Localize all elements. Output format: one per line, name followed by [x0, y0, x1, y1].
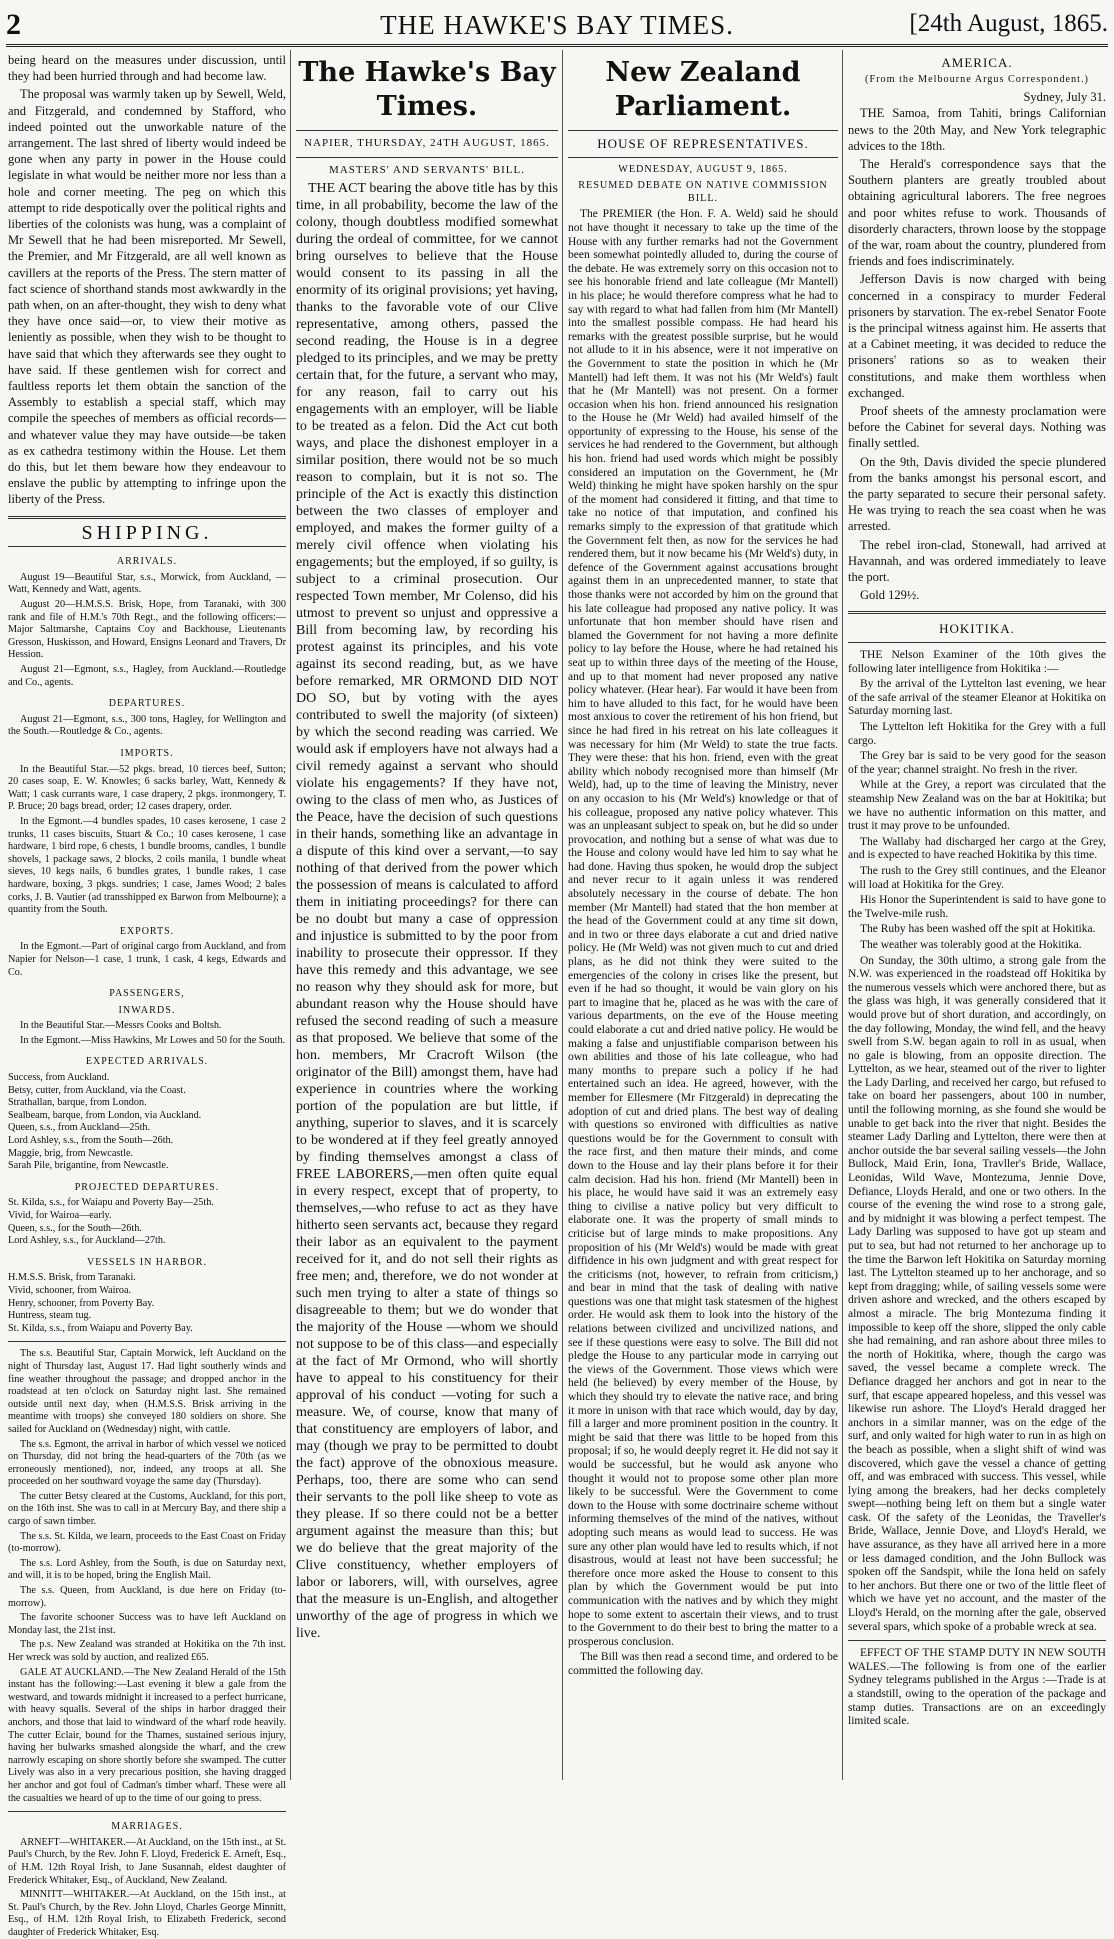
news-paragraph: The favorite schooner Success was to have left Auckland on Monday last, the 21st inst. [8, 1612, 286, 1636]
article-paragraph: On the 9th, Davis divided the specie plundered from the banks amongst his personal escort, and the party separated to secure their personal safety. He was trying to reach the sea coast when he was arrested. [848, 454, 1106, 534]
column-1 [8, 52, 286, 1938]
article-paragraph: THE Samoa, from Tahiti, brings Californian news to the 20th May, and New York telegraphic advices to the 18th. [848, 106, 1106, 153]
article-paragraph: THE ACT bearing the above title has by this time, in all probability, become the law of the colony, though doubtless modified somewhat during the ordeal of committee, for we cannot bring ourselves to believe that the House would consent to its passing in all the enormity of its original provisions; yet having, thanks to the favorable vote of our Clive representative, among others, passed the second reading, the House is in a degree pledged to its principles, and we may be pretty certain that, for the future, a servant who may, for any reason, fail to carry out his engagements with an employer, will be liable to be treated as a felon. Did the Act cut both ways, and place the dishonest employer in a similar position, there would not be so much reason to complain, but it is not so. The principle of the Act is exactly this distinction between the two classes of employer and employed, and makes the former guilty of a merely civil offence when violating his engagements; but the employed, if so guilty, is subject to a criminal prosecution. Our respected Town member, Mr Colenso, did his utmost to prevent so unjust and oppressive a Bill from becoming law, by recording his protest against its principles, and his vote against its second reading, but, as we have before remarked, MR ORMOND DID NOT DO SO, but by voting with the ayes contributed to swell the majority (of sixteen) by which the second reading was carried. We would ask if employers have not always had a civil remedy against a servant who should violate his engagements? If they have not, owing to the class of men who, as Justices of the Peace, have the decision of such questions in their hands, something like an advantage in a dispute of this kind over a servant,—to say nothing of that derived from the power which the possession of means is calculated to afford them in initiating proceedings? for there can be no doubt but many a case of oppression and injustice is submitted to by the poor from inability to prosecute their oppressor. If they have this remedy and this advantage, we see no reason why they should ask for more, but abundant reason why the House should have refused the second reading of such a measure as that proposed. We believe that some of the hon. members, Mr Cracroft Wilson (the originator of the Bill) amongst them, have had experience in countries where the working portion of the population are but little, if anything, superior to slaves, and it is scarcely to be wondered at if they feel greatly annoyed by finding themselves amongst a class of FREE LABORERS,—men often quite equal in every respect, except that of property, to themselves,—who refuse to act as they have hitherto seen servants act, because they regard their labor as an equivalent to the payment received for it, and do not sell their rights as free men; and, therefore, we do not wonder at such men trying to alter a state of things so disagreeable to them; but we do wonder that the majority of the House —whom we should not suppose to be of this class—and especially at the fact of Mr Ormond, who will shortly have to appeal to his constituency for their approval of his conduct —voting for such a measure. We, of course, know that many of that constituency are employers of labor, and may (though we pray to be permitted to doubt the fact) approve of the obnoxious measure. Perhaps, too, there are some who can send their servants to the poll like sheep to vote as they please. If so there could not be a better argument against the measure than this; but we do believe that the great majority of the Clive constituency, whether employers of labor or laborers, will, with ourselves, agree that the measure is un-English, and altogether unworthy of the age of progress in which we live. [296, 181, 558, 1642]
projected-departures-list [8, 1197, 286, 1247]
article-paragraph: By the arrival of the Lyttelton last evening, we hear of the safe arrival of the steamer Eleanor at Hokitika on Saturday morning last. [848, 678, 1106, 718]
editorial-nameplate: The Hawke's Bay Times. [298, 57, 556, 122]
parliament-nameplate: New Zealand Parliament. [605, 57, 801, 122]
page-number: 2 [6, 8, 21, 41]
article-paragraph: His Honor the Superintendent is said to have gone to the Twelve-mile rush. [848, 894, 1106, 920]
article-paragraph: On Sunday, the 30th ultimo, a strong gale from the N.W. was experienced in the roadstead off Hokitika by the numerous vessels which were anchored there, but as the glass was high, it was generally considered that it would prove but of short duration, and accordingly, on the day following, Monday, the wind fell, and the heavy swell from S.W. began again to roll in as usual, when no gale is blowing, from an opposite direction. The Lyttelton, as we hear, steamed out of the river to lighter the Lady Darling, and received her cargo, but refused to take on board her passengers, about 100 in number, until the following morning, as she found she would be unable to get back into the river that night. Besides the steamer Lady Darling and Lyttelton, there were then at anchor outside the bar several sailing vessels—the John Bullock, Maid Erin, Iona, Travller's Bride, Wallace, Leonidas, Wild Wave, Montezuma, Jennie Dove, Defiance, Lloyds Herald, and one or two others. In the course of the evening the wind rose to a strong gale, and by midnight it was blowing a perfect tempest. The Lady Darling was supposed to have got up steam and put to sea, but had not returned to her anchorage up to the time the Barwon left Hokitika on Saturday morning last. The Lyttelton steamed up to her anchorage, and so kept from dragging; while, of sailing vessels some were driven ashore and wrecked, and the others escaped by almost a miracle. The brig Montezuma finding it impossible to keep off the shore, slipped the only cable she had remaining, and ran ashore about three miles to the north of Hokitika, where, though the cargo was saved, the vessel became a complete wreck. The Defiance dragged her anchors and got in near to the surf, that escape appeared hopeless, and this vessel was likewise run ashore. The Lloyd's Herald dragged her anchors in a similar manner, was on the edge of the surf, and only waited for high water to run in as high on the beach as possible, when a slight shift of wind was discovered, which gave the vessel a chance of getting off, and was embraced with success. This vessel, while lying among the breakers, had her decks completely swept—nothing being left on them but a single water cask. Of the safety of the Leonidas, the Traveller's Bride, Wallace, Jennie Dove, and Lloyd's Herald, we have assurance, as they have all arrived here in a more or less damaged condition, and the John Bullock was spoken off the Sandspit, while the Iona held on safely to her anchors. But there one or two of the little fleet of which we have yet no account, and the master of the Lloyd's Herald, on the morning after the gale, observed several spars, which spoke of a probable wreck at sea. [848, 954, 1106, 1633]
column-4 [848, 52, 1106, 1780]
list-item: Sarah Pile, brigantine, from Newcastle. [8, 1160, 169, 1172]
list-item: Queen, s.s., from Auckland—25th. [8, 1122, 151, 1134]
list-item: H.M.S.S. Brisk, from Taranaki. [8, 1272, 136, 1284]
section-rule [848, 611, 1106, 614]
section-rule [848, 1640, 1106, 1641]
section-rule [8, 546, 286, 547]
imports-heading: IMPORTS. [120, 748, 174, 759]
article-paragraph: The Bill was then read a second time, and ordered to be committed the following day. [568, 1651, 838, 1677]
list-item: August 19—Beautiful Star, s.s., Morwick, from Auckland, —Watt, Kennedy and Watt, agents. [8, 571, 286, 596]
news-paragraph: The s.s. Beautiful Star, Captain Morwick, left Auckland on the night of Thursday last, August 17. Had light southerly winds and fine weather throughout the passage; and dropped anchor in the roadstead at ten o'clock on Saturday night last. She remained outside until next day, when (H.M.S.S. Brisk arriving in the meantime with troops) she conveyed 180 soldiers on shore. She sailed for Auckland on (Wednesday) night, with cattle. [8, 1348, 286, 1435]
section-rule [568, 130, 838, 131]
news-paragraph: The p.s. New Zealand was stranded at Hokitika on the 7th inst. Her wreck was sold by auction, and realized £65. [8, 1639, 286, 1663]
america-heading: AMERICA. [941, 55, 1013, 70]
list-item: Success, from Auckland. [8, 1072, 110, 1084]
list-item: Vivid, for Wairoa—early. [8, 1210, 112, 1221]
article-paragraph: The rebel iron-clad, Stonewall, had arrived at Havannah, and was ordered immediately to leave the port. [848, 537, 1106, 585]
list-item: Maggie, brig, from Newcastle. [8, 1147, 134, 1159]
list-item: St. Kilda, s.s., from Waiapu and Poverty Bay. [8, 1322, 193, 1334]
list-item: Henry, schooner, from Poverty Bay. [8, 1297, 155, 1309]
america-article [848, 105, 1106, 603]
news-paragraph: The s.s. St. Kilda, we learn, proceeds to the East Coast on Friday (to-morrow). [8, 1530, 286, 1555]
list-item: August 20—H.M.S.S. Brisk, Hope, from Taranaki, with 300 rank and file of H.M.'s 70th Regt., and the following officers:—Major Saltmarshe, Captains Coy and Backhouse, Lieutenants Gresson, Huskisson, and Howard, Ensigns Leonard and Travers, Dr Hession. [8, 599, 286, 661]
list-item: In the Beautiful Star.—52 pkgs. bread, 10 tierces beef, Sutton; 20 cases soap, E. W. Knowles; 6 sacks barley, Watt, Kennedy & Watt; 1 cask currants ware, 1 case drapery, 2 pkgs. ironmongery, T. P. Bruce; 20 bags bread, order; 12 cases drapery, order. [8, 763, 286, 813]
hokitika-heading: HOKITIKA. [939, 621, 1015, 637]
exports-heading: EXPORTS. [119, 925, 175, 937]
hokitika-article [848, 649, 1106, 1634]
news-paragraph: The s.s. Queen, from Auckland, is due here on Friday (to-morrow). [8, 1585, 286, 1609]
departures-heading: DEPARTURES. [108, 698, 186, 710]
article-paragraph: being heard on the measures under discussion, until they had been hurried through and had become law. [8, 53, 286, 84]
masthead-rule [6, 44, 1108, 47]
column-rule [290, 50, 291, 1780]
article-paragraph: The rush to the Grey still continues, and the Eleanor will load at Hokitika for the Grey. [848, 864, 1106, 891]
arrivals-list [8, 572, 286, 689]
article-paragraph: The Herald's correspondence says that the Southern planters are greatly troubled about obtaining agricultural laborers. The free negroes and poor whites refuse to work. Thousands of disorderly characters, thrown loose by the stoppage of the war, roam about the country, plundered from friends and foes indiscriminately. [848, 157, 1106, 269]
marriages-list [8, 1837, 286, 1939]
expected-arrivals-list [8, 1072, 286, 1173]
editorial-dateline: NAPIER, THURSDAY, 24TH AUGUST, 1865. [304, 137, 550, 149]
list-item: In the Egmont.—Miss Hawkins, Mr Lowes and 50 for the South. [20, 1034, 286, 1046]
article-heading: MASTERS' AND SERVANTS' BILL. [329, 163, 525, 176]
list-item: Strathallan, barque, from London. [8, 1097, 147, 1109]
column-rule [842, 50, 843, 1780]
news-paragraph: The s.s. Egmont, the arrival in harbor of which vessel we noticed on Thursday, did not bring the head-quarters of the 70th (as we erroneously mentioned), nor, indeed, any troops at all. She proceeded on her southward voyage the same day (Thursday). [8, 1438, 286, 1488]
article-paragraph: The Ruby has been washed off the spit at Hokitika. [860, 923, 1096, 936]
marriages-heading: MARRIAGES. [111, 1821, 183, 1833]
column-rule [562, 50, 563, 1780]
column-3 [568, 52, 838, 1780]
article-paragraph: Proof sheets of the amnesty proclamation were before the Cabinet for several days. Nothing was finally settled. [848, 404, 1106, 451]
list-item: August 21—Egmont, s.s., 300 tons, Hagley, for Wellington and the South.—Routledge & Co., agents. [8, 713, 286, 738]
article-paragraph: THE Nelson Examiner of the 10th gives the following later intelligence from Hokitika :— [848, 649, 1106, 675]
list-item: In the Egmont.—Part of original cargo from Auckland, and from Napier for Nelson—1 case, 1 trunk, 1 cask, 4 kegs, Edwards and Co. [8, 941, 286, 978]
masthead [6, 4, 1108, 44]
arrivals-heading: ARRIVALS. [116, 556, 178, 568]
article-paragraph: The Wallaby had discharged her cargo at the Grey, and is expected to have reached Hokitika by this time. [848, 835, 1106, 862]
list-item: Betsy, cutter, from Auckland, via the Coast. [8, 1084, 186, 1096]
article-paragraph: The Lyttelton left Hokitika for the Grey with a full cargo. [848, 721, 1106, 747]
section-rule [8, 1341, 286, 1342]
list-item: In the Egmont.—4 bundles spades, 10 cases kerosene, 1 case 2 trunks, 11 cases biscuits, Stuart & Co.; 10 cases kerosene, 1 case hardware, 1 bird rope, 6 chests, 1 bundle brooms, candles, 1 bundle shovels, 1 package saws, 2 blocks, 2 coils manila, 1 bundle wheat sieves, 10 kegs nails, 6 bundles grates, 1 bundle rakes, 1 case hardware, boxing, 3 pkgs. sundries; 1 case, James Wood; 2 bales corks, J. B. Vautier (ad transshipped ex Barwon from Melbourne); a quantity from the South. [8, 815, 286, 916]
expected-arrivals-heading: EXPECTED ARRIVALS. [85, 1056, 209, 1068]
article-paragraph: Gold 129½. [860, 588, 920, 603]
newspaper-title: THE HAWKE'S BAY TIMES. [380, 10, 734, 40]
section-rule [296, 157, 558, 158]
article-paragraph: The weather was tolerably good at the Hokitika. [860, 938, 1082, 951]
section-rule [568, 157, 838, 158]
section-rule [296, 130, 558, 131]
list-item: ARNEFT—WHITAKER.—At Auckland, on the 15th inst., at St. Paul's Church, by the Rev. John F. Lloyd, Frederick E. Arneft, Esq., of H.M. 12th Royal Irish, to Jane Susannah, eldest daughter of Frederick Whitaker, Esq., of Auckland, New Zealand. [8, 1836, 286, 1886]
list-item: St. Kilda, s.s., for Waiapu and Poverty Bay—25th. [8, 1197, 214, 1209]
list-item: Lord Ashley, s.s., from the South—26th. [8, 1135, 174, 1147]
article-paragraph: While at the Grey, a report was circulated that the steamship New Zealand was on the bar at Hokitika; but we have no authentic information on this matter, and trust it may prove to be unfounded. [848, 779, 1106, 833]
section-rule [848, 642, 1106, 643]
america-dateline: Sydney, July 31. [1023, 90, 1106, 105]
news-paragraph: The s.s. Lord Ashley, from the South, is due on Saturday next, and will, it is to be hoped, bring the English Mail. [8, 1557, 286, 1582]
article-paragraph: The proposal was warmly taken up by Sewell, Weld, and Fitzgerald, and condemned by Stafford, who indeed pointed out the unworkable nature of the arrangement. The last shred of liberty would indeed be gone when any party in power in the House could legislate in what would be neither more nor less than a hole and corner meeting. The peg on which this attempt to ride despotically over the political rights and liberties of the colonists was hung, was a complaint of Mr Sewell that he had been misreported. Mr Sewell, the Premier, and Mr Fitzgerald, are all well known as cavillers at the reports of the Press. The stern matter of fact science of shorthand stands most awkwardly in the path when, on an after-thought, they wish to deny what they have once said—or, to view their motive as leniently as possible, when they wish to be thought to have said that which they afterwards see they ought to have said. If these gentlemen wish for correct and faultless reports let them obtain the sanction of the Assembly to establish a special staff, which may compile the speeches of members as official records—and whatever value they may have outside—be taken as ex cathedra testimony within the House. Let them do this, but let them beware how they endeavour to enslave the public by attempting to infringe upon the liberty of the Press. [8, 87, 286, 507]
list-item: In the Beautiful Star.—Messrs Cooks and Boltsh. [20, 1020, 222, 1032]
vessels-in-harbor-heading: VESSELS IN HARBOR. [87, 1256, 207, 1268]
article-paragraph: The Grey bar is said to be very good for the season of the year; channel straight. No fresh in the river. [848, 750, 1106, 776]
section-rule [8, 516, 286, 519]
passengers-heading: PASSENGERS, [109, 988, 185, 1000]
shipping-heading: SHIPPING. [81, 521, 213, 544]
shipping-news [8, 1348, 286, 1805]
news-paragraph: GALE AT AUCKLAND.—The New Zealand Herald of the 15th instant has the following:—Last evening it blew a gale from the westward, and towards midnight it increased to a perfect hurricane, with heavy squalls. Several of the ships in harbor dragged their anchors, and those that laid to windward of the wharf rode heavily. The cutter Eclair, bound for the Thames, sustained serious injury, having her bulwarks smashed alongside the wharf, and the crew narrowly escaping on shore shortly before she swamped. The cutter Lively was also in a very precarious position, she having dragged her anchor and got foul of Cadman's timber wharf. These were all the casualties we heard of up to the time of our going to press. [8, 1666, 286, 1804]
list-item: August 21—Egmont, s.s., Hagley, from Auckland.—Routledge and Co., agents. [8, 664, 286, 688]
list-item: Vivid, schooner, from Wairoa. [8, 1284, 132, 1296]
list-item: Sealbeam, barque, from London, via Auckland. [8, 1109, 202, 1121]
issue-date: [24th August, 1865. [909, 10, 1108, 37]
projected-departures-heading: PROJECTED DEPARTURES. [74, 1181, 220, 1193]
debate-heading: RESUMED DEBATE ON NATIVE COMMISSION BILL. [578, 180, 828, 204]
column-2 [296, 52, 558, 1780]
stamp-duty-paragraph: EFFECT OF THE STAMP DUTY IN NEW SOUTH WALES.—The following is from one of the earlier Sydney telegrams published in the Argus :—Trade is at a standstill, owing to the operation of the package and stamp duties. Transactions are on an exceedingly limited scale. [848, 1647, 1106, 1728]
article-paragraph: Jefferson Davis is now charged with being concerned in a conspiracy to murder Federal prisoners by starvation. The ex-rebel Senator Foote is the principal witness against him. He asserts that at a Cabinet meeting, it was decided to reduce the prisoners' rations so as to weaken their constitutions, and make them worthless when exchanged. [848, 272, 1106, 400]
vessels-in-harbor-list [8, 1272, 286, 1335]
america-source: (From the Melbourne Argus Correspondent.) [865, 73, 1089, 85]
parliament-dateline: WEDNESDAY, AUGUST 9, 1865. [618, 163, 788, 175]
section-rule [8, 1811, 286, 1812]
house-heading: HOUSE OF REPRESENTATIVES. [597, 136, 809, 151]
list-item: Queen, s.s., for the South—26th. [8, 1222, 142, 1234]
list-item: MINNITT—WHITAKER.—At Auckland, on the 15th inst., at St. Paul's Church, by the Rev. John Lloyd, Charles George Minnitt, Esq., of H.M. 12th Royal Irish, to Elizabeth Frederick, second daughter of Frederick Whitaker, Esq. [8, 1889, 286, 1938]
list-item: Lord Ashley, s.s., for Auckland—27th. [8, 1235, 166, 1247]
passengers-subheading: INWARDS. [118, 1004, 176, 1016]
news-paragraph: The cutter Betsy cleared at the Customs, Auckland, for this port, on the 16th inst. She was to call in at Mercury Bay, and there ship a cargo of sawn timber. [8, 1490, 286, 1528]
article-paragraph: The PREMIER (the Hon. F. A. Weld) said he should not have thought it necessary to take up the time of the House with any further remarks had not the Government been somewhat pointedly alluded to, during the course of the debate. He was extremely sorry on this occasion not to see his honorable friend and late colleague (Mr Mantell) in his place; he would therefore compress what he had to say with regard to what had fallen from him (Mr Mantell) into the smallest possible compass. He had heard his remarks with the greatest possible surprise, but he would not allude to it in his absence, were it not imperative on the Government to state the position in which he (Mr Mantell) had left them. It was not his (Mr Weld's) fault that he (Mr Mantell) was not present. On a former occasion when his hon. friend announced his resignation to the House he (Mr Weld) had availed himself of the opportunity of expressing to the House, his sense of the services he had rendered to the Government, but although his hon. friend had used words which might be possibly considered an imputation on the Government, he (Mr Weld) thinking he might have spoken harshly on the spur of the moment had considered it fitting, and that time to take no notice of that imputation, and confined his remarks simply to the expression of that gratitude which the Government felt then, as now for the services he had rendered them, but it now became his (Mr Weld's) duty, in defence of the Government against accusations brought against them in an unprecedented manner, to state that those thanks were not accorded by him on the ground that his late colleague had proposed any native policy. It was unfortunate that hon member should have risen and blamed the Government for not having a more definite policy to lay before the House, where he had retained his seat up to within three days of the meeting of the House, and up to that moment had never proposed any native policy whatever. (Hear hear). Far would it have been from him to have alluded to this fact, for he would have been most anxious to cover the retirement of his hon friend, but since he had fired in his retreat on his late colleagues it was necessary for him (Mr Weld) to state the true facts. They were these: that his hon. friend, even with the great ability which nobody recognised more than himself (Mr Weld), had, up to the time of leaving the Ministry, never on any occasion to his (Mr Weld's) knowledge or that of his colleague, proposed any native policy whatever. This was an unpleasant subject to speak on, but he did so under provocation, and nothing but a sense of what was due to the House and colony would have led him to say what he had done. Having thus spoken, he would drop the subject and never recur to it again unless it was rendered absolutely necessary in the course of debate. The hon member (Mr Mantell) had stated that the hon member at the head of the Government could at any time sit down, and in two or three days elaborate a cut and dried native policy. He (Mr Weld) was not given much to cut and dried plans, as he did not think they were suited to the emergencies of the colony in crises like the present, but even if he had so thought, it would be vain glory on his part to imagine that he, placed as he was with the care of various departments, on the eve of the House meeting could elaborate a cut and dried native policy. He would be making a false and unjustifiable comparison between his own abilities and those of his late colleague, who had many months to prepare such a policy if he had entertained such an idea. He agreed, however, with the member for Ellesmere (Mr Fitzgerald) in deprecating the adoption of cut and dried plans. The best way of dealing with questions so environed with difficulties as native questions would be for the Government to consult with the race first, and then mature their minds, and come down to the House and lay their plans before it for their calm decision. Had his hon. friend (Mr Mantell) been in his place, he would have said it was an extremely easy thing to civilise a native policy but very difficult to elaborate one. It was the property of small minds to criticise but of large minds to make propositions. Any proposition of his (Mr Weld's) would be made with great diffidence in his own judgment and with great respect for the criticisms (not, however, to refrain from criticism,) and bear in mind that the task of dealing with native questions was one that might task statesmen of the highest order. He would ask them to look into the history of the relations between civilized and uncivilized nations, and see if these questions were easy to solve. The Bill did not pledge the House to any particular mode in carrying out the views of the Government. Those views which were held (he believed) by every member of the House, by which they should try to elevate the native race, and bring it more in unison with that race which would, day by day, fill a larger and more prominent position in the country. It might be said that there was little to be hoped from this proposal; if so, he would deeply regret it. He did not say it would be successful, but he would ask anyone who thought it would not to propose some other plan more likely to be successful. Were the Government to come down to the House with some doctrinaire scheme without informing themselves of the mind of the natives, without adopting such means as would lead to success. He was sure any other plan would have led to results which, if not disastrous, would at least not have been successful; he therefore once more asked the House to consent to this plan by which the Government would be put into communication with the natives and by which they might hope to some extent to ascertain their views, and to trust to the Government to do their best to bring the matter to a prosperous conclusion. [568, 208, 838, 1648]
list-item: Huntress, steam tug. [8, 1310, 92, 1322]
